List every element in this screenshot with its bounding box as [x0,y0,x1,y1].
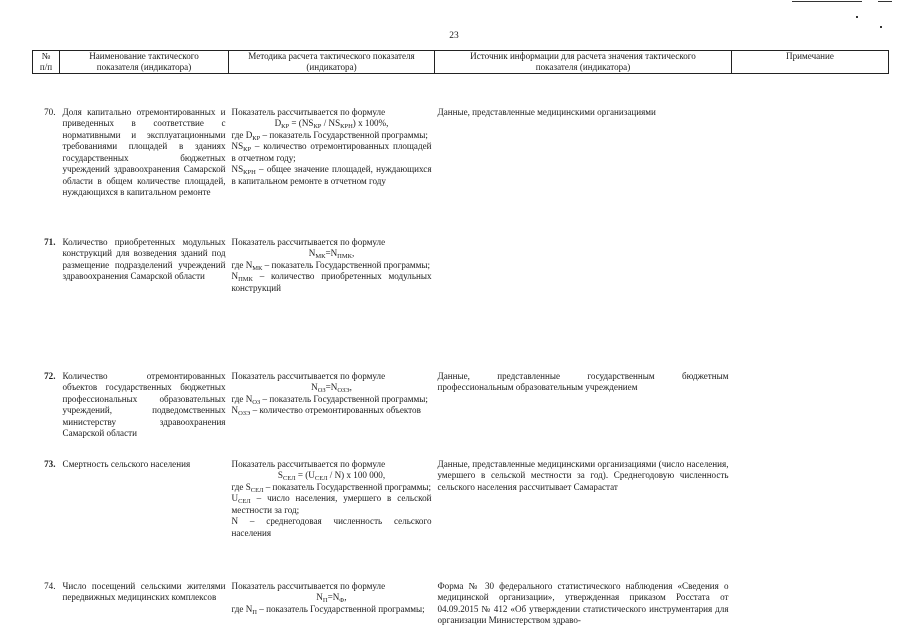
row-number: 71. [44,236,56,247]
definition-symbol: где N [231,259,253,270]
formula-part: / N) х 100 000, [327,470,386,481]
method-definition [232,516,432,539]
formula-part: / NS [321,118,341,129]
definition-subscript: КР [243,146,252,154]
information-source: Данные, представленные медицинскими организациями [437,106,656,117]
table-header-row [33,51,889,74]
definition-text: – число населения, умершего в сельской местности за год; [231,493,432,515]
formula-part: , [349,382,352,393]
formula [232,248,432,259]
definition-text: – количество отремонтированных площадей в отчетном году; [231,141,432,163]
row-number-cell [33,571,60,627]
formula [232,592,432,603]
header-calculation-method: Методика расчета тактического показателя (индикатора) [229,51,435,74]
definition-symbol: N [231,516,239,527]
table-row [33,223,889,361]
method-definition [232,164,432,187]
header-note: Примечание [732,51,889,74]
formula-part: N [308,248,316,259]
table-row [33,73,889,223]
header-indicator-name: Наименование тактического показателя (индикатора) [60,51,229,74]
definition-text: – показатель Государственной программы; [263,481,432,492]
formula-part: = (NS [289,118,314,129]
formula-part: КР [313,123,322,131]
note-cell [732,571,889,627]
row-number-cell [33,451,60,571]
indicator-name: Смертность сельского населения [62,458,191,469]
row-number-cell [33,361,60,451]
formula [232,382,432,393]
indicator-name: Доля капитально отремонтированных и приведенных в соответствие с нормативными и эксплуатационными требованиями площадей в зданиях государственных бюджетных учреждений здравоохранения Самарской области в общем количестве площадей, нуждающихся в капитальном ремонте [62,106,226,197]
table-row [33,361,889,451]
formula-part: КР [281,123,290,131]
information-source: Данные, представленные государственным бюджетным профессиональным образовательным учреждением [437,370,729,393]
definition-text: – среднегодовая численность сельского населения [231,516,432,538]
definition-symbol: где S [231,481,251,492]
row-number-cell [33,73,60,223]
method-definition [232,271,432,294]
formula-part: D [274,118,282,129]
formula-part: П [322,597,328,605]
row-number: 72. [44,370,56,381]
scan-speck [880,26,882,28]
table-row [33,571,889,627]
definition-symbol: где D [231,129,253,140]
formula-part: ) х 100%, [352,118,389,129]
formula-part: МК [315,253,326,261]
calculation-method [229,361,435,451]
definition-subscript: КРН [243,169,256,177]
formula [232,118,432,129]
definition-symbol: N [231,271,239,282]
indicator-name: Число посещений сельскими жителями передвижных медицинских комплексов [62,580,226,603]
indicators-table [32,50,889,627]
method-definition [232,394,432,405]
definition-subscript: ОЗЭ [238,410,251,418]
definition-text: – количество отремонтированных объектов [250,405,421,416]
definition-symbol: NS [231,141,244,152]
indicator-name: Количество отремонтированных объектов государственных бюджетных профессиональных образовательных учреждений, подведомственных министерству здравоохранения Самарской области [62,370,226,439]
definition-subscript: МК [252,264,263,272]
formula-part: N [316,592,323,603]
definition-subscript: КР [252,134,261,142]
definition-symbol: где N [231,603,253,614]
formula [232,470,432,481]
method-intro: Показатель рассчитывается по формуле [231,106,386,117]
formula-part: =N [325,382,338,393]
definition-symbol: N [231,405,239,416]
header-information-source: Источник информации для расчета значения тактического показателя (индикатора) [435,51,732,74]
row-number: 73. [44,458,56,469]
definition-text: – показатель Государственной программы; [260,393,428,404]
formula-part: =N [327,592,340,603]
formula-part: = (U [295,470,315,481]
note-cell [732,451,889,571]
formula-part: , [344,592,347,603]
note-cell [732,361,889,451]
method-intro: Показатель рассчитывается по формуле [231,236,386,247]
page-number: 23 [449,31,459,41]
indicator-name: Количество приобретенных модульных конструкций для возведения зданий под размещение подразделений учреждений здравоохранения Самарской области [62,236,226,282]
definition-subscript: ПМК [238,276,253,284]
formula-part: =N [325,248,338,259]
definition-text: – количество приобретенных модульных конструкций [231,271,432,293]
definition-text: – общее значение площадей, нуждающихся в капитальном ремонте в отчетном году [231,164,432,186]
information-source: Данные, представленные медицинскими организациями (число населения, умершего в сельской местности за год). Среднегодовую численность сельского населения рассчитывает Самарастат [437,458,729,492]
note-cell [732,73,889,223]
definition-subscript: ОЗ [252,398,261,406]
information-source [435,223,732,361]
definition-text: – показатель Государственной программы; [260,129,428,140]
method-intro: Показатель рассчитывается по формуле [231,580,386,591]
formula-part: N [311,382,318,393]
note-cell [732,223,889,361]
calculation-method [229,73,435,223]
scan-mark [878,1,892,2]
method-intro: Показатель рассчитывается по формуле [231,370,386,381]
method-definition [232,130,432,141]
formula-part: ОЗЭ [337,387,350,395]
definition-subscript: П [252,608,257,616]
definition-symbol: U [231,493,239,504]
row-number: 70. [44,106,56,117]
formula-part: СЕЛ [314,475,328,483]
scan-mark [792,1,862,2]
table-row [33,451,889,571]
method-definition [232,604,432,615]
formula-part: S [277,470,283,481]
formula-part: Ф [339,597,345,605]
method-definition [232,493,432,516]
formula-part: ОЗ [317,387,326,395]
formula-part: , [351,248,355,259]
formula-part: ПМК [337,253,352,261]
method-definition [232,482,432,493]
header-number: № п/п [33,51,60,74]
definition-text: – показатель Государственной программы; [262,259,431,270]
row-number: 74. [44,580,56,591]
information-source: Форма № 30 федерального статистического наблюдения «Сведения о медицинской организации», утвержденная приказом Росстата от 04.09.2015 № 412 «Об утверждении статистического инструментария для организации Министерством здраво- [437,580,729,626]
scan-speck [856,16,858,18]
calculation-method [229,571,435,627]
formula-part: КРН [340,123,353,131]
formula-part: СЕЛ [282,475,296,483]
definition-symbol: где N [231,393,253,404]
calculation-method [229,223,435,361]
calculation-method [229,451,435,571]
definition-subscript: СЕЛ [250,486,264,494]
method-intro: Показатель рассчитывается по формуле [231,458,386,469]
definition-symbol: NS [231,164,244,175]
method-definition [232,405,432,416]
definition-subscript: СЕЛ [238,498,251,506]
definition-text: – показатель Государственной программы; [256,603,425,614]
row-number-cell [33,223,60,361]
method-definition [232,260,432,271]
method-definition [232,141,432,164]
